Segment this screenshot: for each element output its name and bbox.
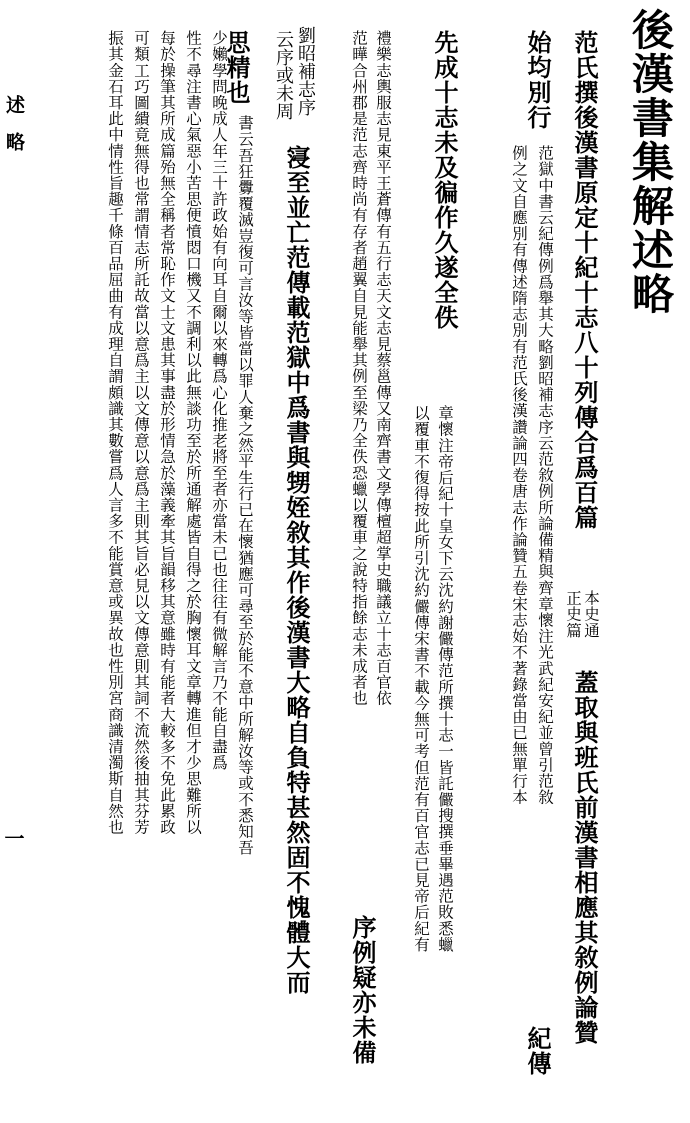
text-column-4a: 先成十志未及徧作久遂全佚 xyxy=(430,30,459,330)
text-column-14: 振其金石耳此中情性旨趣千條百品屈曲有成理自謂頗識其數嘗爲人言多不能賞意或異故也性別宮商識清濁斯自然也 xyxy=(106,30,124,835)
text-column-1c: 正史篇 xyxy=(564,590,582,639)
text-column-4b: 章懷注帝后紀十皇女下云沈約謝儼傳范所撰十志一皆託儼搜撰垂畢遇范敗悉蠟 xyxy=(436,405,454,953)
page-number: 一 xyxy=(1,828,25,848)
folio-label: 述略 xyxy=(3,95,25,169)
text-column-10: 少嬾學問晚成人年三十許政始有向耳自爾以來轉爲心化推老將至者亦當未已也往往有微解言乃不能自盡爲 xyxy=(210,30,228,771)
text-column-7: 范曄合州郡是范志齊時尚有存者趙翼自見能舉其例至梁乃全佚恐蠟以覆車之說特指餘志未成者也 xyxy=(350,30,368,707)
text-column-1a: 范氏撰後漢書原定十紀十志八十列傳合爲百篇 xyxy=(570,30,599,530)
text-column-5: 以覆車不復得按此所引沈約儼傳宋書不載今無可考但范有百官志已見帝后紀有 xyxy=(412,405,430,953)
text-column-9b: 書云吾狂釁覆滅豈復可言汝等皆當以罪人棄之然平生行已在懷猶應可尋至於能不意中所解汝等或不悉知吾 xyxy=(236,115,254,856)
text-column-1b: 本史通 xyxy=(582,590,600,639)
text-column-12: 每於操筆其所成篇殆無全稱者常恥作文士文患其事盡於形情急於藻義牽其旨韻移其意雖時有能者大較多不免此累政 xyxy=(158,30,176,835)
text-column-11: 性不尋注書心氣惡小苦思便憤悶口機又不調利以此無談功至於所通解處皆自得之於胸懷耳文章轉進但才少思難所以 xyxy=(184,30,202,835)
text-column-6a: 禮樂志輿服志見東平王蒼傳有五行志天文志見蔡邕傳又南齊書文學傳檀超掌史職議立十志百官依 xyxy=(374,30,392,707)
text-column-9a: 思精也 xyxy=(222,30,251,105)
text-column-2a: 始均別行 xyxy=(523,30,552,130)
text-column-1d: 蓋取與班氏前漢書相應其敘例論贊 xyxy=(570,670,599,1045)
book-title: 後漢書集解述略 xyxy=(626,8,675,316)
text-column-13: 可類工巧圖繢竟無得也常謂情志所託故當以意爲主以文傳意以意爲主則其旨必見以文傳意則其詞不流然後抽其芬芳 xyxy=(132,30,150,835)
text-column-2b: 范獄中書云紀傳例爲舉其大略劉昭補志序云范敘例所論備精與齊章懷注光武紀安紀並曾引范敘 xyxy=(536,145,554,806)
text-column-3: 例之文自應別有傳述隋志別有范氏後漢讚論四卷唐志作論贊五卷宋志始不著錄當由已無單行本 xyxy=(510,145,528,806)
text-column-2c: 紀傳 xyxy=(523,1026,552,1076)
text-column-6b: 序例疑亦未備 xyxy=(348,915,377,1065)
text-column-8c: 寖至並亡范傳載范獄中爲書與甥姪敘其作後漢書大略自負特甚然固不愧體大而 xyxy=(282,145,311,995)
text-column-8a: 劉昭補志序 xyxy=(295,26,316,116)
text-column-8b: 云序或未周 xyxy=(273,30,294,120)
